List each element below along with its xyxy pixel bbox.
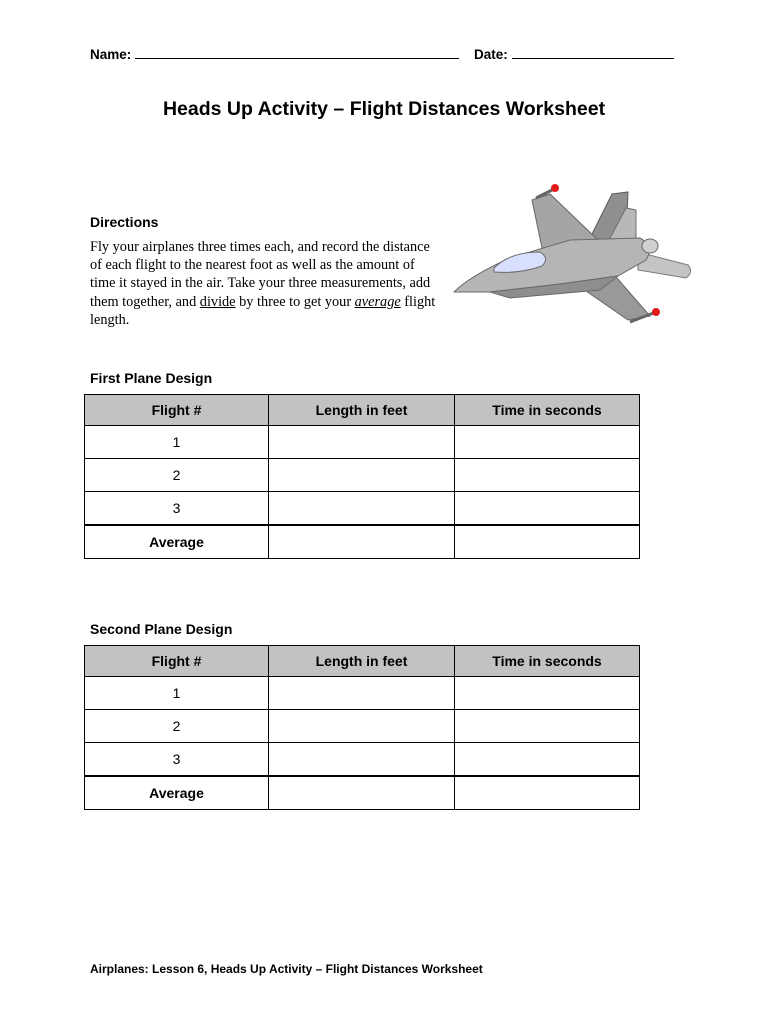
directions-text-part2: by three to get your	[235, 293, 355, 310]
col-time-seconds: Time in seconds	[455, 646, 640, 677]
average-word: average	[354, 293, 401, 310]
length-cell[interactable]	[269, 743, 455, 777]
time-cell[interactable]	[455, 426, 640, 459]
average-time-cell[interactable]	[455, 776, 640, 810]
average-time-cell[interactable]	[455, 525, 640, 559]
col-flight-number: Flight #	[85, 395, 269, 426]
directions-text-part3: flight length.	[90, 293, 436, 328]
table2-heading: Second Plane Design	[90, 621, 233, 637]
length-cell[interactable]	[269, 677, 455, 710]
flight-number-cell: 1	[85, 426, 269, 459]
table-row	[85, 743, 640, 777]
directions-heading: Directions	[90, 214, 159, 230]
date-field[interactable]	[474, 46, 674, 62]
flight-number-cell: 2	[85, 710, 269, 743]
table-row	[85, 459, 640, 492]
time-cell[interactable]	[455, 743, 640, 777]
col-time-seconds: Time in seconds	[455, 395, 640, 426]
col-length-feet: Length in feet	[269, 395, 455, 426]
directions-text	[90, 238, 440, 329]
col-flight-number: Flight #	[85, 646, 269, 677]
directions-text-part1: Fly your airplanes three times each, and record the distance of each flight to the nearest foot as well as the amount of time it stayed in the air. Take your three measurements, add them together, and	[90, 239, 431, 310]
time-cell[interactable]	[455, 459, 640, 492]
date-blank[interactable]	[512, 46, 674, 59]
table-row	[85, 426, 640, 459]
col-length-feet: Length in feet	[269, 646, 455, 677]
length-cell[interactable]	[269, 492, 455, 526]
average-label: Average	[85, 525, 269, 559]
average-row	[85, 776, 640, 810]
length-cell[interactable]	[269, 710, 455, 743]
average-length-cell[interactable]	[269, 525, 455, 559]
table1-heading: First Plane Design	[90, 370, 213, 386]
name-field[interactable]	[90, 46, 459, 62]
average-label: Average	[85, 776, 269, 810]
average-row	[85, 525, 640, 559]
name-label: Name:	[90, 47, 132, 62]
flight-number-cell: 1	[85, 677, 269, 710]
time-cell[interactable]	[455, 492, 640, 526]
flight-number-cell: 2	[85, 459, 269, 492]
length-cell[interactable]	[269, 459, 455, 492]
time-cell[interactable]	[455, 710, 640, 743]
page-title: Heads Up Activity – Flight Distances Worksheet	[162, 98, 606, 120]
table-row	[85, 677, 640, 710]
divide-word: divide	[199, 293, 236, 310]
table-row	[85, 492, 640, 526]
page-footer: Airplanes: Lesson 6, Heads Up Activity – Flight Distances Worksheet	[90, 962, 483, 976]
table-row	[85, 710, 640, 743]
first-plane-table	[84, 394, 640, 559]
flight-number-cell: 3	[85, 743, 269, 777]
time-cell[interactable]	[455, 677, 640, 710]
name-blank[interactable]	[135, 46, 459, 59]
average-length-cell[interactable]	[269, 776, 455, 810]
length-cell[interactable]	[269, 426, 455, 459]
flight-number-cell: 3	[85, 492, 269, 526]
date-label: Date:	[474, 47, 508, 62]
second-plane-table	[84, 645, 640, 810]
fighter-jet-illustration-icon	[450, 180, 700, 335]
